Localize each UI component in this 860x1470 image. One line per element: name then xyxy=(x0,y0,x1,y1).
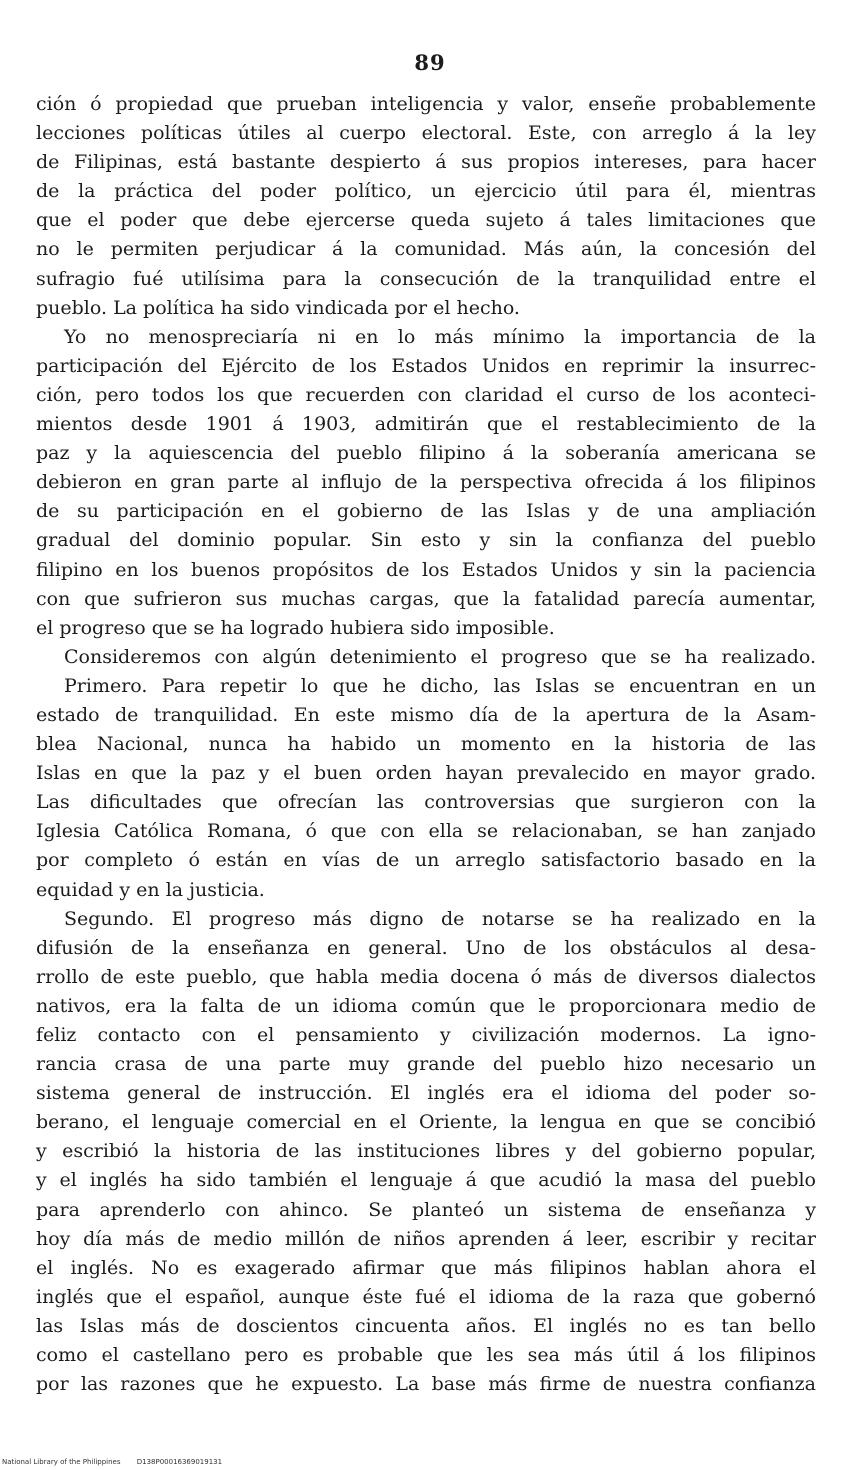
text-line: rancia crasa de una parte muy grande del pueblo hizo necesario un xyxy=(36,1053,816,1076)
text-line: nativos, era la falta de un idioma común que le proporcionara medio de xyxy=(36,994,816,1017)
text-line: no le permiten perjudicar á la comunidad. Más aún, la concesión del xyxy=(36,238,816,261)
text-line: por las razones que he expuesto. La base más firme de nuestra confianza xyxy=(36,1373,816,1396)
text-line: Iglesia Católica Romana, ó que con ella se relacionaban, se han zanjado xyxy=(36,820,816,843)
text-line: con que sufrieron sus muchas cargas, que la fatalidad parecía aumentar, xyxy=(36,587,816,610)
footer-code: D138P00016369019131 xyxy=(136,1458,223,1466)
text-line: para aprenderlo con ahinco. Se planteó un sistema de enseñanza y xyxy=(36,1198,816,1221)
text-line: debieron en gran parte al influjo de la perspectiva ofrecida á los filipinos xyxy=(36,471,816,494)
text-line: sistema general de instrucción. El inglés era el idioma del poder so- xyxy=(36,1082,816,1105)
text-line: feliz contacto con el pensamiento y civilización modernos. La igno- xyxy=(36,1024,816,1046)
body-text xyxy=(36,90,816,1399)
text-line: lecciones políticas útiles al cuerpo electoral. Este, con arreglo á la ley xyxy=(36,122,816,145)
text-line: rrollo de este pueblo, que habla media docena ó más de diversos dialectos xyxy=(36,965,816,988)
text-line: y escribió la historia de las instituciones libres y del gobierno popular, xyxy=(36,1140,816,1163)
text-line: Yo no menospreciaría ni en lo más mínimo la importancia de la xyxy=(64,325,816,348)
text-line: Consideremos con algún detenimiento el progreso que se ha realizado. xyxy=(64,645,816,668)
text-line: mientos desde 1901 á 1903, admitirán que el restablecimiento de la xyxy=(36,413,816,436)
text-line: sufragio fué utilísima para la consecución de la tranquilidad entre el xyxy=(36,267,816,290)
text-line: de su participación en el gobierno de las Islas y de una ampliación xyxy=(36,500,816,523)
text-line: las Islas más de doscientos cincuenta años. El inglés no es tan bello xyxy=(36,1314,816,1337)
text-line: gradual del dominio popular. Sin esto y sin la confianza del pueblo xyxy=(36,529,816,552)
text-line: el inglés. No es exagerado afirmar que más filipinos hablan ahora el xyxy=(36,1256,816,1279)
text-line: Primero. Para repetir lo que he dicho, las Islas se encuentran en un xyxy=(64,674,816,697)
text-line: paz y la aquiescencia del pueblo filipino á la soberanía americana se xyxy=(36,442,816,465)
text-line: filipino en los buenos propósitos de los Estados Unidos y sin la paciencia xyxy=(36,558,816,581)
text-line: como el castellano pero es probable que les sea más útil á los filipinos xyxy=(36,1344,816,1367)
footer-stamp xyxy=(2,1458,236,1466)
text-line: hoy día más de medio millón de niños aprenden á leer, escribir y recitar xyxy=(36,1227,816,1250)
text-line: participación del Ejército de los Estados Unidos en reprimir la insurrec- xyxy=(36,354,816,377)
text-line: el progreso que se ha logrado hubiera sido imposible. xyxy=(36,616,555,639)
text-line: ción, pero todos los que recuerden con claridad el curso de los aconteci- xyxy=(36,383,816,406)
text-line: y el inglés ha sido también el lenguaje á que acudió la masa del pueblo xyxy=(36,1169,816,1192)
text-line: blea Nacional, nunca ha habido un momento en la historia de las xyxy=(36,733,816,756)
text-line: Las dificultades que ofrecían las controversias que surgieron con la xyxy=(36,791,816,814)
text-line: inglés que el español, aunque éste fué el idioma de la raza que gobernó xyxy=(36,1285,816,1308)
text-line: berano, el lenguaje comercial en el Oriente, la lengua en que se concibió xyxy=(36,1111,816,1134)
text-line: por completo ó están en vías de un arreglo satisfactorio basado en la xyxy=(36,849,816,872)
footer-library: National Library of the Philippines xyxy=(2,1458,121,1466)
text-line: Segundo. El progreso más digno de notarse se ha realizado en la xyxy=(64,907,816,930)
text-line: de la práctica del poder político, un ejercicio útil para él, mientras xyxy=(36,180,816,203)
text-line: equidad y en la justicia. xyxy=(36,878,265,901)
text-line: difusión de la enseñanza en general. Uno de los obstáculos al desa- xyxy=(36,936,816,959)
text-line: estado de tranquilidad. En este mismo día de la apertura de la Asam- xyxy=(36,703,816,726)
page-number: 89 xyxy=(414,50,446,75)
text-line: que el poder que debe ejercerse queda sujeto á tales limitaciones que xyxy=(36,209,816,232)
text-line: pueblo. La política ha sido vindicada por el hecho. xyxy=(36,296,520,319)
text-line: Islas en que la paz y el buen orden hayan prevalecido en mayor grado. xyxy=(36,762,816,785)
text-line: ción ó propiedad que prueban inteligencia y valor, enseñe probablemente xyxy=(36,93,816,115)
text-line: de Filipinas, está bastante despierto á sus propios intereses, para hacer xyxy=(36,151,816,174)
